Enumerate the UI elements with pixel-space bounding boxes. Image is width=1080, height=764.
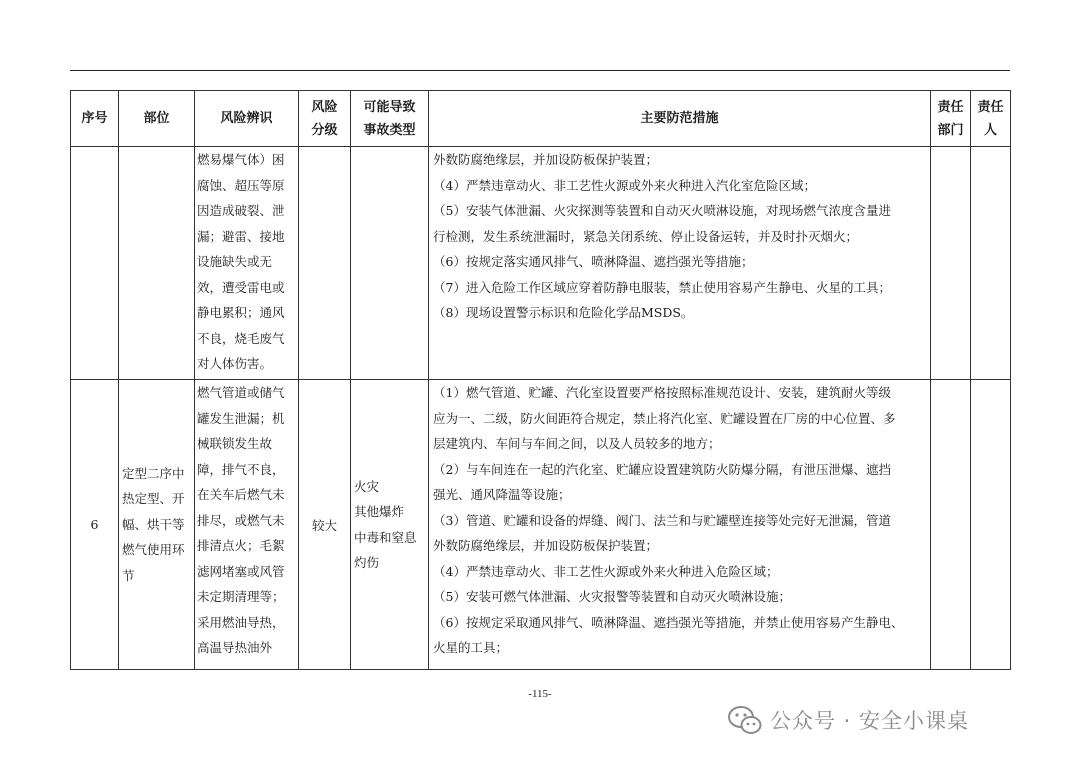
header-part: 部位 [119, 91, 195, 147]
part-line: 幅、烘干等 [122, 516, 185, 532]
watermark-text: 公众号 · 安全小课桌 [770, 709, 970, 733]
header-person-line1: 责任 [977, 99, 1004, 115]
hazard-line: 械联锁发生故 [197, 436, 273, 451]
header-dept-line2: 部门 [937, 122, 964, 138]
row2-dept-cell [931, 380, 971, 670]
measure-line: 应为一、二级，防火间距符合规定，禁止将汽化室、贮罐设置在厂房的中心位置、多 [433, 410, 896, 426]
header-person-line2: 人 [983, 122, 997, 138]
header-accident-line1: 可能导致 [363, 99, 416, 115]
measure-line: （5）安装气体泄漏、火灾探测等装置和自动灭火喷淋设施，对现场燃气浓度含量进 [433, 203, 891, 218]
header-measures: 主要防范措施 [429, 91, 931, 147]
measure-line: （1）燃气管道、贮罐、汽化室设置要严格按照标准规范设计、安装，建筑耐火等级 [433, 385, 891, 400]
hazard-line: 对人体伤害。 [197, 356, 273, 371]
hazard-line: 静电累积；通风 [197, 305, 285, 320]
accident-line: 中毒和窒息 [354, 529, 417, 545]
row2-hazard-cell [195, 380, 299, 670]
table-row [71, 147, 1011, 380]
row2-no-cell: 6 [71, 380, 119, 670]
row2-person-cell [971, 380, 1011, 670]
header-person [971, 91, 1011, 147]
row2-measures-cell [429, 380, 931, 670]
header-accident [351, 91, 429, 147]
wechat-icon [728, 705, 762, 735]
row1-dept-cell [931, 147, 971, 380]
hazard-line: 腐蚀、超压等原 [197, 177, 285, 193]
row2-accident-cell [351, 380, 429, 670]
header-level-line1: 风险 [311, 99, 338, 115]
watermark [728, 704, 969, 736]
hazard-line: 排尽，或燃气未 [197, 512, 285, 528]
risk-table [70, 90, 1011, 670]
measure-line: （4）严禁违章动火、非工艺性火源或外来火种进入汽化室危险区域； [433, 177, 816, 193]
measure-line: （3）管道、贮罐和设备的焊缝、阀门、法兰和与贮罐壁连接等处完好无泄漏，管道 [433, 512, 891, 528]
measure-line: 火星的工具； [433, 640, 509, 655]
hazard-line: 燃气管道或储气 [197, 385, 285, 400]
accident-line: 火灾 [354, 478, 380, 494]
measure-line: 强光、通风降温等设施； [433, 487, 571, 502]
row1-level-cell [299, 147, 351, 380]
hazard-line: 不良，烧毛废气 [197, 330, 285, 346]
row2-level-cell: 较大 [299, 380, 351, 670]
header-no: 序号 [71, 91, 119, 147]
row1-accident-cell [351, 147, 429, 380]
part-line: 定型二序中 [122, 465, 185, 481]
page-number: -115- [528, 688, 552, 700]
part-line: 热定型、开 [122, 491, 185, 507]
table-row [71, 380, 1011, 670]
measure-line: （7）进入危险工作区域应穿着防静电服装，禁止使用容易产生静电、火星的工具； [433, 279, 891, 295]
part-line: 节 [122, 567, 135, 583]
hazard-line: 采用燃油导热， [197, 614, 285, 630]
hazard-line: 高温导热油外 [197, 640, 273, 655]
table-header-row [71, 91, 1011, 147]
hazard-line: 未定期清理等； [197, 589, 285, 604]
hazard-line: 漏；避雷、接地 [197, 228, 285, 244]
measure-line: 外数防腐绝缘层，并加设防板保护装置； [433, 538, 659, 553]
header-hazard: 风险辨识 [195, 91, 299, 147]
hazard-line: 燃易爆气体）困 [197, 152, 285, 167]
hazard-line: 效，遭受雷电或 [197, 279, 285, 295]
row1-person-cell [971, 147, 1011, 380]
hazard-line: 在关车后燃气未 [197, 487, 285, 502]
row1-part-cell [119, 147, 195, 380]
measure-line: 外数防腐绝缘层，并加设防板保护装置； [433, 152, 659, 167]
hazard-line: 罐发生泄漏；机 [197, 410, 285, 426]
row1-measures-cell [429, 147, 931, 380]
header-level [299, 91, 351, 147]
measure-line: （6）按规定采取通风排气、喷淋降温、遮挡强光等措施，并禁止使用容易产生静电、 [433, 614, 904, 630]
hazard-line: 因造成破裂、泄 [197, 203, 285, 218]
row2-part-cell [119, 380, 195, 670]
hazard-line: 滤网堵塞或风管 [197, 563, 285, 579]
header-rule [70, 70, 1010, 71]
header-level-line2: 分级 [311, 122, 338, 138]
hazard-line: 设施缺失或无 [197, 254, 273, 269]
part-line: 燃气使用环 [122, 542, 185, 558]
header-dept-line1: 责任 [937, 99, 964, 115]
row1-hazard-cell [195, 147, 299, 380]
header-accident-line2: 事故类型 [363, 122, 416, 138]
measure-line: （5）安装可燃气体泄漏、火灾报警等装置和自动灭火喷淋设施； [433, 589, 791, 604]
measure-line: （8）现场设置警示标识和危险化学品MSDS。 [433, 305, 694, 320]
row1-no-cell [71, 147, 119, 380]
hazard-line: 障，排气不良， [197, 461, 285, 477]
header-dept [931, 91, 971, 147]
measure-line: 层建筑内、车间与车间之间，以及人员较多的地方； [433, 436, 721, 451]
measure-line: （2）与车间连在一起的汽化室、贮罐应设置建筑防火防爆分隔，有泄压泄爆、遮挡 [433, 461, 891, 477]
measure-line: （6）按规定落实通风排气、喷淋降温、遮挡强光等措施； [433, 254, 754, 269]
measure-line: （4）严禁违章动火、非工艺性火源或外来火种进入危险区域； [433, 563, 779, 579]
measure-line: 行检测，发生系统泄漏时，紧急关闭系统、停止设备运转，并及时扑灭烟火； [433, 228, 859, 244]
hazard-line: 排清点火；毛絮 [197, 538, 285, 553]
accident-line: 灼伤 [354, 555, 380, 570]
accident-line: 其他爆炸 [354, 504, 405, 519]
